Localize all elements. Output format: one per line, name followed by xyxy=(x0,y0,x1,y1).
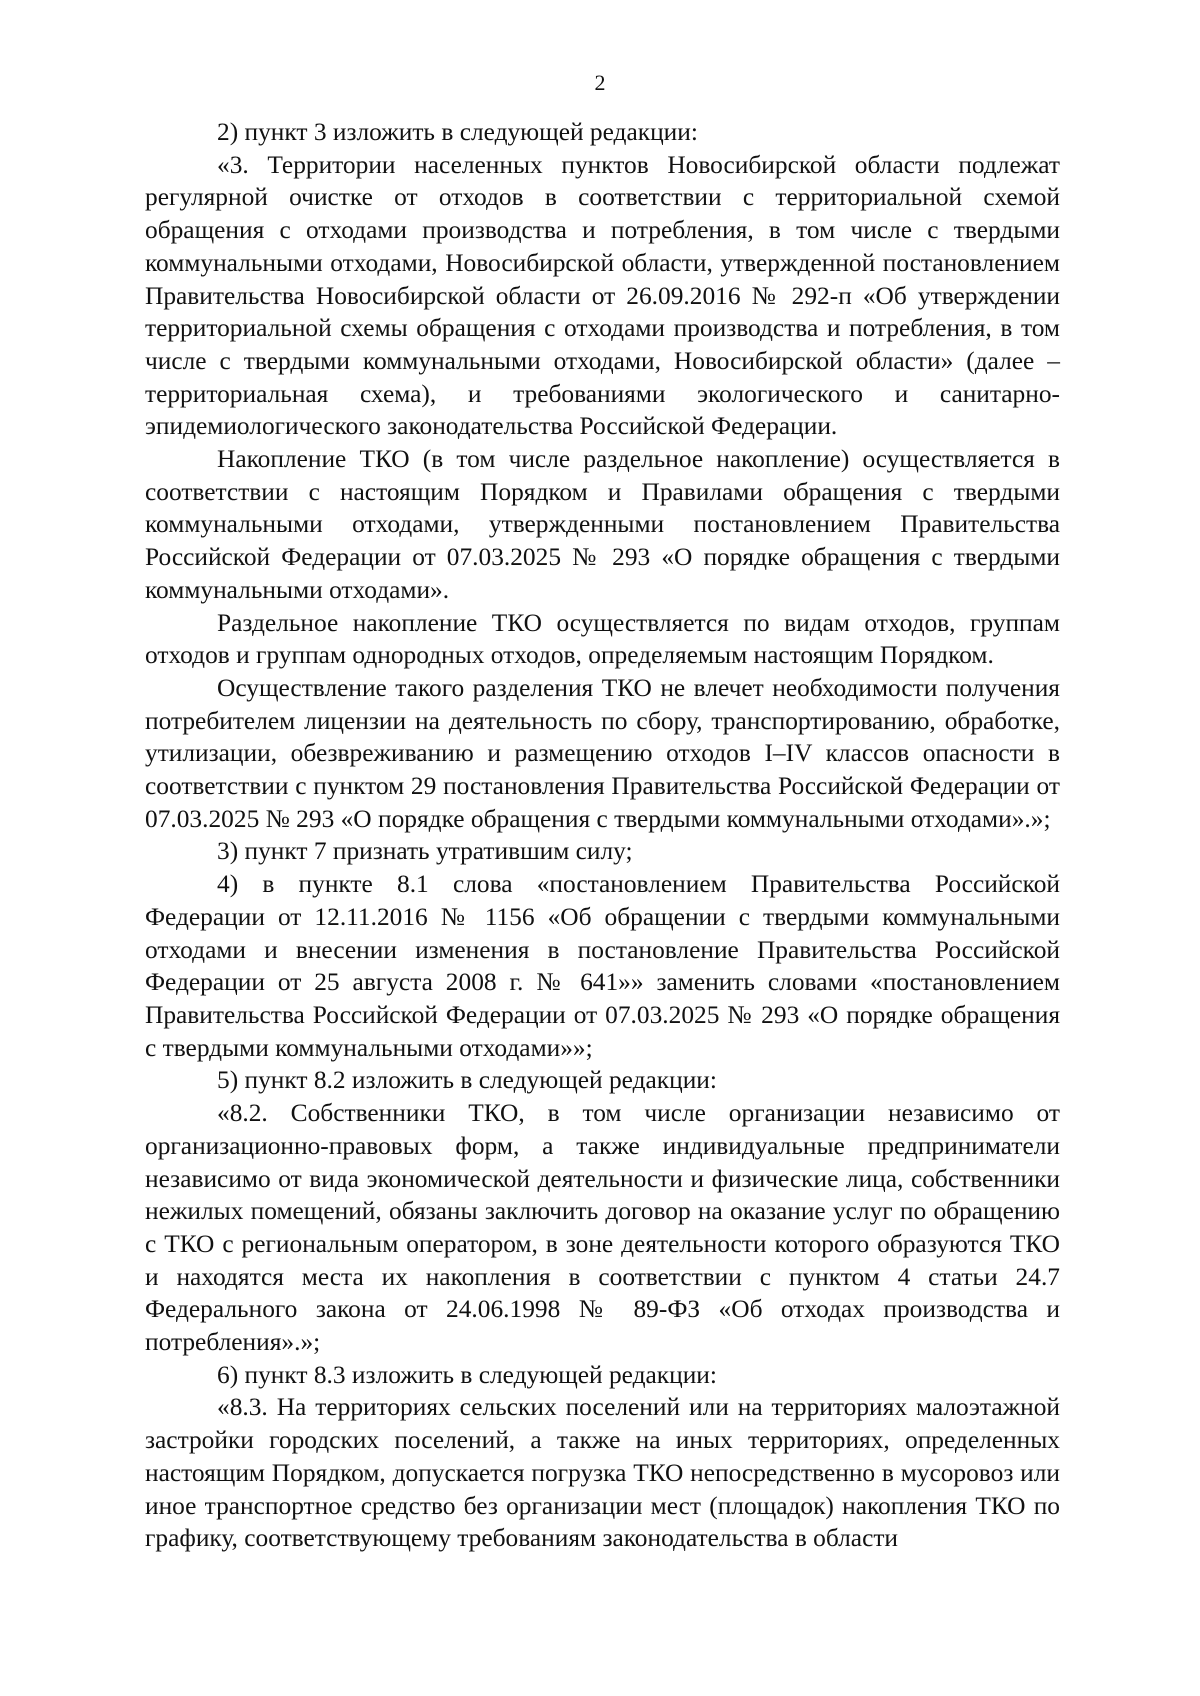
paragraph-item-5-amendment: 5) пункт 8.2 изложить в следующей редакции: xyxy=(217,1066,717,1095)
paragraph-separate-accumulation: Раздельное накопление ТКО осуществляется по видам отходов, группам отходов и группам однородных отходов, определяемым настоящим Порядком. xyxy=(145,608,1060,670)
paragraph-item-8-3-text: «8.3. На территориях сельских поселений или на территориях малоэтажной застройки городских поселений, а также на иных территориях, определенных настоящим Порядком, допускается погрузка ТКО непосредственно в мусоровоз или иное транспортное средство без организации мест (площадок) накопления ТКО по графику, соответствующему требованиям законодательства в области xyxy=(145,1393,1060,1553)
paragraph-item-3-text: «3. Территории населенных пунктов Новосибирской области подлежат регулярной очистке от отходов в соответствии с территориальной схемой обращения с отходами производства и потребления, в том числе с твердыми коммунальными отходами, Новосибирской области, утвержденной постановлением Правительства Новосибирской области от 26.09.2016 № 292-п «Об утверждении территориальной схемы обращения с отходами производства и потребления, в том числе с твердыми коммунальными отходами, Новосибирской области» (далее – территориальная схема), и требованиями экологического и санитарно-эпидемиологического законодательства Российской Федерации. xyxy=(145,150,1060,441)
document-body xyxy=(145,116,1060,1555)
paragraph-item-6-amendment: 6) пункт 8.3 изложить в следующей редакции: xyxy=(217,1360,717,1389)
page-number: 2 xyxy=(594,70,606,95)
paragraph-item-3-amendment: 3) пункт 7 признать утратившим силу; xyxy=(217,837,633,866)
paragraph-item-2: 2) пункт 3 изложить в следующей редакции: xyxy=(217,118,698,146)
paragraph-license: Осуществление такого разделения ТКО не влечет необходимости получения потребителем лицензии на деятельность по сбору, транспортированию, обработке, утилизации, обезвреживанию и размещению отходов I–IV классов опасности в соответствии с пунктом 29 постановления Правительства Российской Федерации от 07.03.2025 № 293 «О порядке обращения с твердыми коммунальными отходами».»; xyxy=(145,673,1060,833)
paragraph-item-8-2-text: «8.2. Собственники ТКО, в том числе организации независимо от организационно-правовых форм, а также индивидуальные предприниматели независимо от вида экономической деятельности и физические лица, собственники нежилых помещений, обязаны заключить договор на оказание услуг по обращению с ТКО с региональным оператором, в зоне деятельности которого образуются ТКО и находятся места их накопления в соответствии с пунктом 4 статьи 24.7 Федерального закона от 24.06.1998 № 89-ФЗ «Об отходах производства и потребления».»; xyxy=(145,1099,1060,1357)
paragraph-item-4-amendment: 4) в пункте 8.1 слова «постановлением Правительства Российской Федерации от 12.11.2016 № 1156 «Об обращении с твердыми коммунальными отходами и внесении изменения в постановление Правительства Российской Федерации от 25 августа 2008 г. № 641»» заменить словами «постановлением Правительства Российской Федерации от 07.03.2025 № 293 «О порядке обращения с твердыми коммунальными отходами»»; xyxy=(145,870,1060,1062)
paragraph-tko-accumulation: Накопление ТКО (в том числе раздельное накопление) осуществляется в соответствии с настоящим Порядком и Правилами обращения с твердыми коммунальными отходами, утвержденными постановлением Правительства Российской Федерации от 07.03.2025 № 293 «О порядке обращения с твердыми коммунальными отходами». xyxy=(145,445,1060,604)
